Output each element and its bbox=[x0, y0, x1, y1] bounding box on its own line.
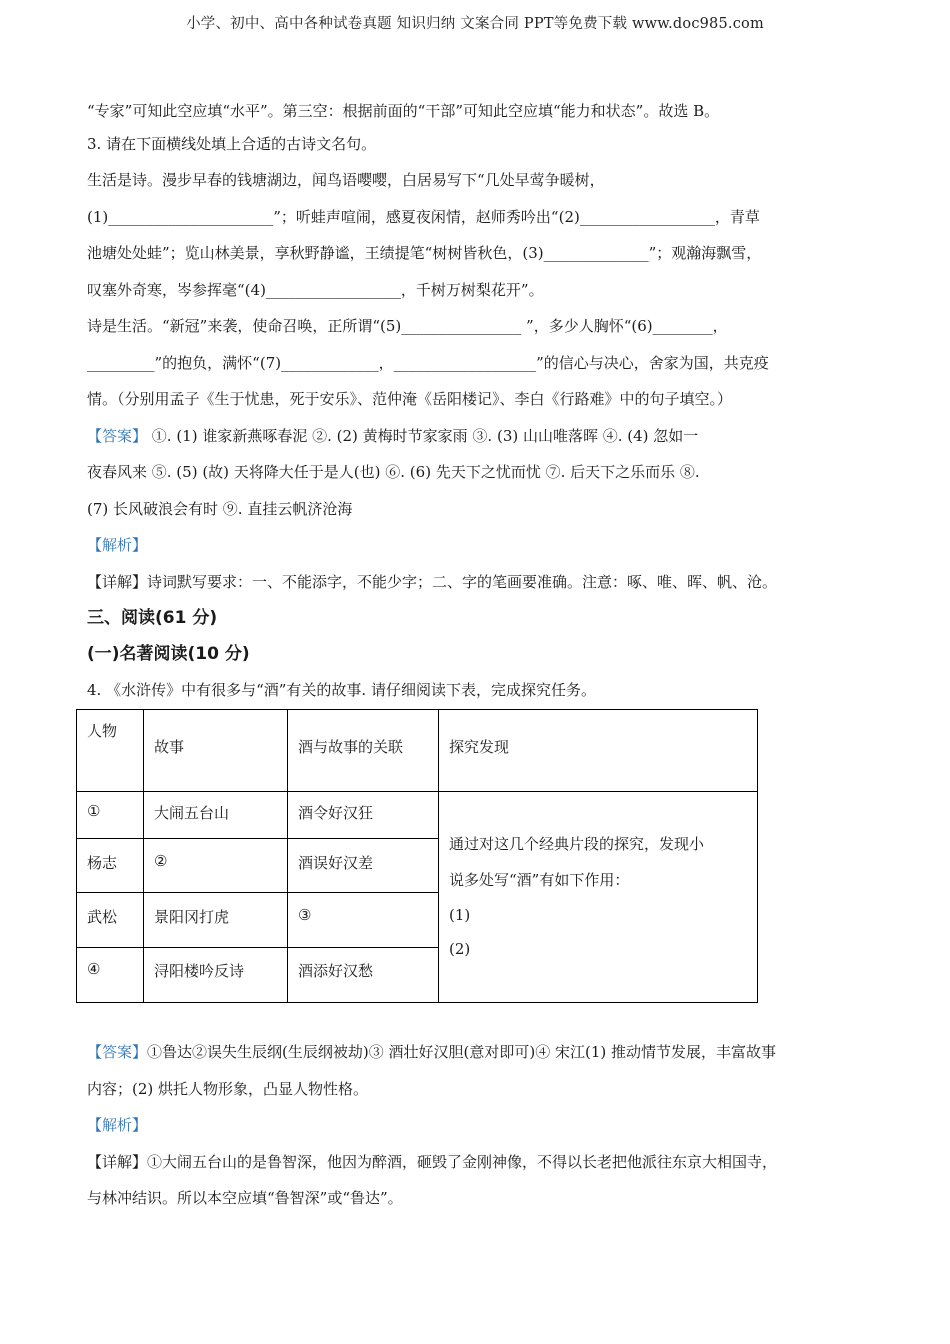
finding-line: (2) bbox=[449, 940, 471, 958]
table-cell: 浔阳楼吟反诗 bbox=[144, 948, 288, 1003]
q3-line-5: 诗是生活。“新冠”来袭，使命召唤，正所谓“(5)________________ ”，多少人胸怀“(6)________， bbox=[87, 317, 728, 335]
table-cell: 杨志 bbox=[77, 839, 144, 893]
prev-answer-line: “专家”可知此空应填“水平”。第三空：根据前面的“干部”可知此空应填“能力和状态”。故选 B。 bbox=[87, 102, 720, 120]
section-3-heading: 三、阅读(61 分) bbox=[87, 608, 218, 628]
q3-line-1: 生活是诗。漫步早春的钱塘湖边，闻鸟语嘤嘤，白居易写下“几处早莺争暖树， bbox=[87, 171, 605, 189]
answer-tag: 【答案】 bbox=[87, 1043, 148, 1061]
upper-content bbox=[87, 96, 867, 709]
answer-4-line-2: 内容；(2) 烘托人物形象，凸显人物性格。 bbox=[87, 1079, 369, 1098]
table-cell: 景阳冈打虎 bbox=[144, 893, 288, 948]
analysis-tag: 【解析】 bbox=[87, 536, 148, 554]
table-cell: 酒误好汉差 bbox=[288, 839, 439, 893]
table-cell: 酒令好汉狂 bbox=[288, 792, 439, 839]
table-cell: 大闹五台山 bbox=[144, 792, 288, 839]
answer-3-text-1: ①. (1) 谁家新燕啄春泥 ②. (2) 黄梅时节家家雨 ③. (3) 山山唯落晖 ④. (4) 忽如一 bbox=[147, 426, 699, 445]
table-cell: 武松 bbox=[77, 893, 144, 948]
table-cell: ④ bbox=[77, 948, 144, 1003]
finding-line: (1) bbox=[449, 906, 471, 924]
analysis-tag: 【解析】 bbox=[87, 1116, 148, 1134]
q3-line-3: 池塘处处蛙”；览山林美景，享秋野静谧，王绩提笔“树树皆秋色，(3)______________”；观瀚海飘雪， bbox=[87, 244, 762, 262]
table-cell: ① bbox=[77, 792, 144, 839]
table-row bbox=[77, 792, 758, 839]
table-header-cell: 故事 bbox=[144, 710, 288, 792]
finding-line: 通过对这几个经典片段的探究，发现小 bbox=[449, 835, 705, 853]
question-4-table bbox=[76, 709, 758, 1003]
q3-line-7: 情。（分别用孟子《生于忧患，死于安乐》、范仲淹《岳阳楼记》、李白《行路难》中的句子填空。） bbox=[87, 390, 733, 408]
answer-4-line-1 bbox=[87, 1034, 867, 1071]
q3-line-6: _________”的抱负，满怀“(7)_____________，___________________”的信心与决心，舍家为国，共克疫 bbox=[87, 353, 769, 372]
table-header-cell: 人物 bbox=[77, 710, 144, 792]
answer-3-line-1 bbox=[87, 418, 867, 455]
answer-4-text-1: ①鲁达②误失生辰纲(生辰纲被劫)③ 酒壮好汉胆(意对即可)④ 宋江(1) 推动情节发展，丰富故事 bbox=[147, 1043, 776, 1061]
table-header-row bbox=[77, 710, 758, 792]
question-4-intro: 4. 《水浒传》中有很多与“酒”有关的故事. 请仔细阅读下表，完成探究任务。 bbox=[87, 681, 596, 699]
q3-line-2: (1)______________________”；听蛙声喧闹，感夏夜闲情，赵师秀吟出“(2)__________________，青草 bbox=[87, 207, 760, 226]
detail-4-line-2: 与林冲结识。所以本空应填“鲁智深”或“鲁达”。 bbox=[87, 1189, 403, 1207]
table-header-cell: 酒与故事的关联 bbox=[288, 710, 439, 792]
page-header: 小学、初中、高中各种试卷真题 知识归纳 文案合同 PPT等免费下载 www.doc985.com bbox=[186, 16, 764, 32]
section-3-1-heading: (一)名著阅读(10 分) bbox=[87, 644, 250, 664]
table-cell: ② bbox=[144, 839, 288, 893]
table-header-cell: 探究发现 bbox=[439, 710, 758, 792]
table-cell: ③ bbox=[288, 893, 439, 948]
detail-3: 【详解】诗词默写要求：一、不能添字，不能少字；二、字的笔画要准确。注意：啄、唯、晖、帆、沧。 bbox=[87, 572, 778, 591]
finding-cell bbox=[439, 792, 758, 1003]
table-cell: 酒添好汉愁 bbox=[288, 948, 439, 1003]
answer-3-line-2: 夜春风来 ⑤. (5) (故) 天将降大任于是人(也) ⑥. (6) 先天下之忧而忧 ⑦. 后天下之乐而乐 ⑧. bbox=[87, 463, 700, 481]
answer-tag: 【答案】 bbox=[87, 426, 148, 445]
lower-content bbox=[87, 1034, 867, 1217]
detail-4-line-1: 【详解】①大闹五台山的是鲁智深，他因为醉酒，砸毁了金刚神像，不得以长老把他派往东京大相国寺， bbox=[87, 1152, 778, 1171]
question-3-title: 3. 请在下面横线处填上合适的古诗文名句。 bbox=[87, 135, 377, 153]
answer-3-line-3: (7) 长风破浪会有时 ⑨. 直挂云帆济沧海 bbox=[87, 499, 353, 518]
finding-line: 说多处写“酒”有如下作用： bbox=[449, 871, 630, 889]
q3-line-4: 叹塞外奇寒，岑参挥毫“(4)__________________，千树万树梨花开”。 bbox=[87, 280, 544, 299]
